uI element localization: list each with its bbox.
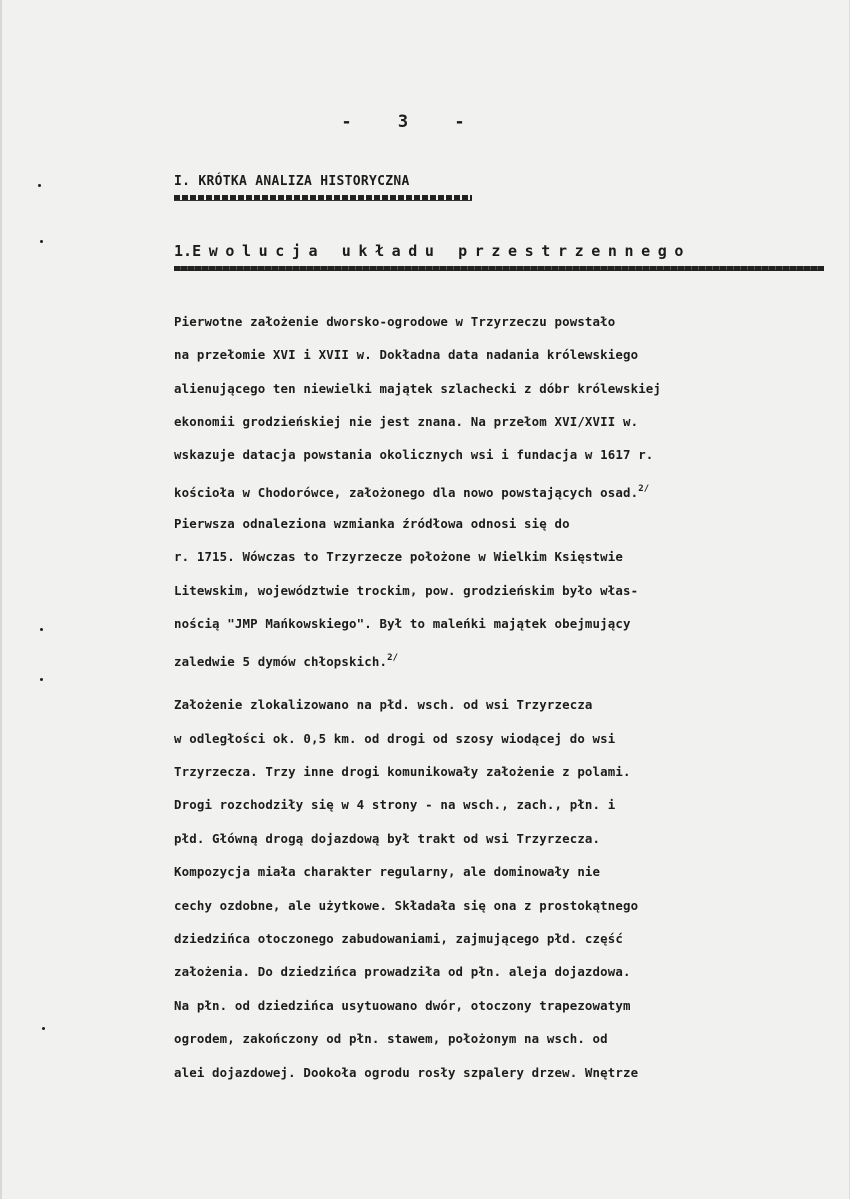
paragraph-3-line-7: cechy ozdobne, ale użytkowe. Składała się ona z prostokątnego bbox=[174, 898, 639, 913]
subsection-title bbox=[174, 242, 691, 260]
paragraph-2-line-5-text: zaledwie 5 dymów chłopskich. bbox=[174, 654, 388, 669]
paragraph-2-line-1: Pierwsza odnaleziona wzmianka źródłowa odnosi się do bbox=[174, 516, 570, 531]
paragraph-3-line-10: Na płn. od dziedzińca usytuowano dwór, otoczony trapezowatym bbox=[174, 998, 631, 1013]
paragraph-3-line-2: w odległości ok. 0,5 km. od drogi od szosy wiodącej do wsi bbox=[174, 731, 616, 746]
paragraph-3-line-3: Trzyrzecza. Trzy inne drogi komunikowały założenie z polami. bbox=[174, 764, 631, 779]
paragraph-2-line-5 bbox=[174, 650, 824, 670]
margin-mark bbox=[40, 240, 43, 243]
margin-mark bbox=[42, 1027, 45, 1030]
subsection-number: 1. bbox=[174, 242, 193, 260]
paragraph-1-line-6 bbox=[174, 481, 824, 501]
paragraph-3-line-9: założenia. Do dziedzińca prowadziła od płn. aleja dojazdowa. bbox=[174, 964, 631, 979]
paragraph-1-line-2: na przełomie XVI i XVII w. Dokładna data nadania królewskiego bbox=[174, 347, 639, 362]
paragraph-3-line-12: alei dojazdowej. Dookoła ogrodu rosły szpalery drzew. Wnętrze bbox=[174, 1065, 639, 1080]
page-number: - 3 - bbox=[341, 112, 483, 132]
section-title-underline bbox=[174, 195, 472, 201]
paragraph-2-line-2: r. 1715. Wówczas to Trzyrzecze położone w Wielkim Księstwie bbox=[174, 549, 623, 564]
footnote-reference: 2/ bbox=[638, 484, 650, 494]
paragraph-1-line-6-text: kościoła w Chodorówce, założonego dla nowo powstających osad. bbox=[174, 485, 639, 500]
subsection-title-text: Ewolucja układu przestrzennego bbox=[192, 242, 691, 260]
paragraph-3-line-5: płd. Główną drogą dojazdową był trakt od wsi Trzyrzecza. bbox=[174, 831, 601, 846]
paragraph-1-line-5: wskazuje datacja powstania okolicznych wsi i fundacja w 1617 r. bbox=[174, 447, 654, 462]
paragraph-2-line-3: Litewskim, województwie trockim, pow. grodzieńskim było włas- bbox=[174, 583, 639, 598]
paragraph-2-line-4: nością "JMP Mańkowskiego". Był to maleńki majątek obejmujący bbox=[174, 616, 631, 631]
section-title: I. KRÓTKA ANALIZA HISTORYCZNA bbox=[174, 174, 410, 189]
margin-mark bbox=[40, 628, 43, 631]
paragraph-1-line-1: Pierwotne założenie dworsko-ogrodowe w Trzyrzeczu powstało bbox=[174, 314, 616, 329]
paragraph-3-line-8: dziedzińca otoczonego zabudowaniami, zajmującego płd. część bbox=[174, 931, 623, 946]
paragraph-3-line-1: Założenie zlokalizowano na płd. wsch. od wsi Trzyrzecza bbox=[174, 697, 593, 712]
margin-mark bbox=[40, 678, 43, 681]
paragraph-3-line-6: Kompozycja miała charakter regularny, ale dominowały nie bbox=[174, 864, 601, 879]
paragraph-3-line-11: ogrodem, zakończony od płn. stawem, położonym na wsch. od bbox=[174, 1031, 608, 1046]
paragraph-1-line-4: ekonomii grodzieńskiej nie jest znana. Na przełom XVI/XVII w. bbox=[174, 414, 639, 429]
subsection-title-underline bbox=[174, 266, 824, 271]
paragraph-1-line-3: alienującego ten niewielki majątek szlachecki z dóbr królewskiej bbox=[174, 381, 662, 396]
paragraph-3-line-4: Drogi rozchodziły się w 4 strony - na wsch., zach., płn. i bbox=[174, 797, 616, 812]
margin-mark bbox=[38, 184, 41, 187]
footnote-reference: 2/ bbox=[387, 653, 399, 663]
